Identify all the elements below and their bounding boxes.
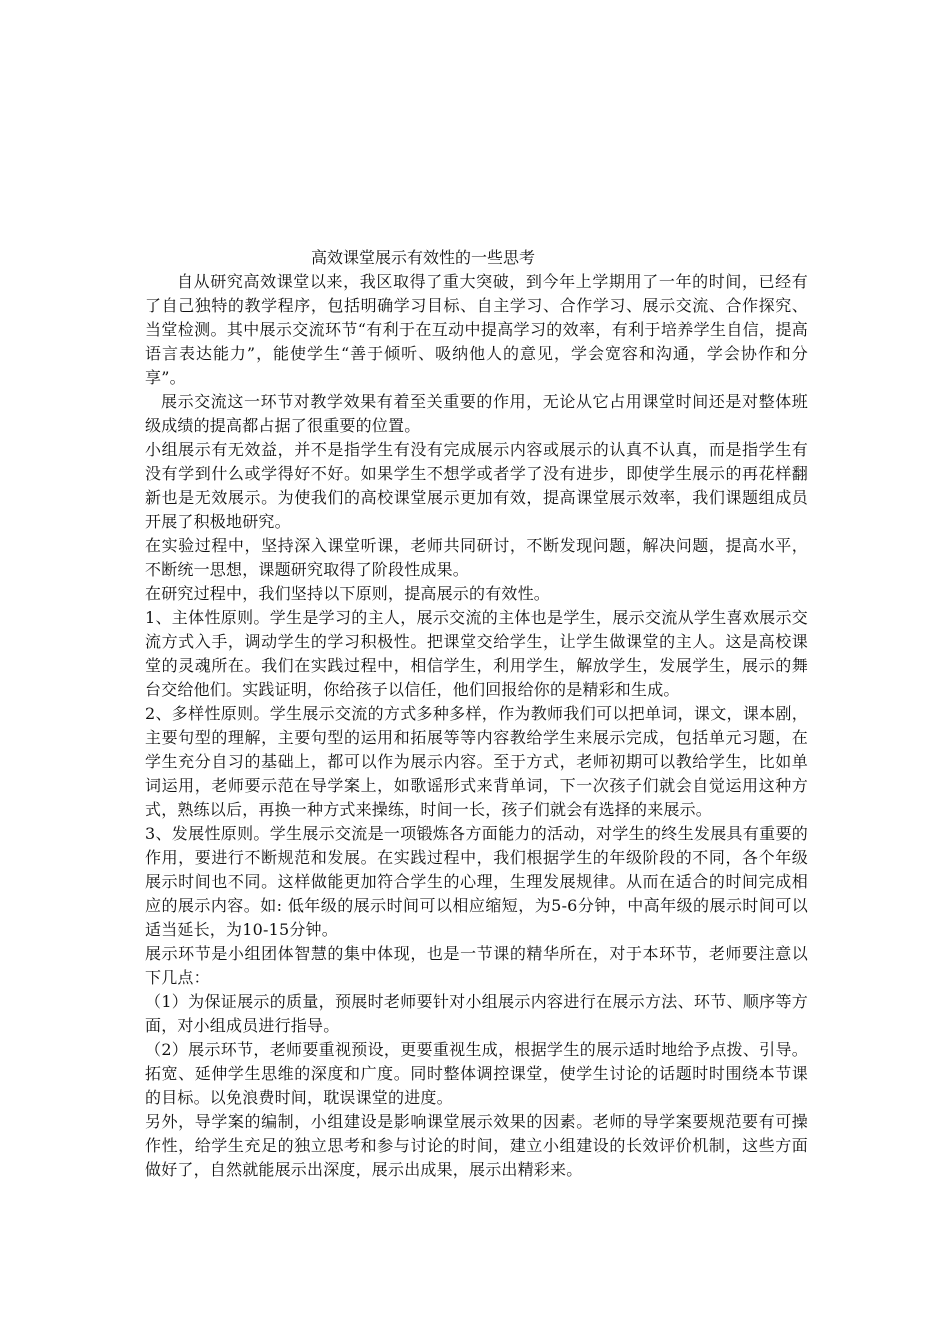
paragraph-experiment: 在实验过程中，坚持深入课堂听课，老师共同研讨，不断发现问题，解决问题，提高水平，不断统一思想，课题研究取得了阶段性成果。 [145,536,808,579]
paragraph-notes-intro: 展示环节是小组团体智慧的集中体现，也是一节课的精华所在，对于本环节，老师要注意以下几点： [145,944,808,987]
paragraph-principle-development: 3、发展性原则。学生展示交流是一项锻炼各方面能力的活动，对学生的终生发展具有重要的作用，要进行不断规范和发展。在实践过程中，我们根据学生的年级阶段的不同，各个年级展示时间也不同。这样做能更加符合学生的心理，生理发展规律。从而在适合的时间完成相应的展示内容。如: 低年级的展示时间可以相应缩短，为5-6分钟，中高年级的展示时间可以适当延长，为10-15分钟。 [145,824,808,939]
paragraph-principles-intro: 在研究过程中，我们坚持以下原则，提高展示的有效性。 [145,584,551,603]
paragraph-note-1: （1）为保证展示的质量，预展时老师要针对小组展示内容进行在展示方法、环节、顺序等方面，对小组成员进行指导。 [145,992,808,1035]
paragraph-note-2: （2）展示环节，老师要重视预设，更要重视生成，根据学生的展示适时地给予点拨、引导。拓宽、延伸学生思维的深度和广度。同时整体调控课堂，使学生讨论的话题时时围绕本节课的目标。以免浪费时间，耽误课堂的进度。 [145,1040,808,1107]
paragraph-principle-diversity: 2、多样性原则。学生展示交流的方式多种多样，作为教师我们可以把单词，课文，课本剧，主要句型的理解，主要句型的运用和拓展等等内容教给学生来展示完成，包括单元习题，在学生充分自习的基础上，都可以作为展示内容。至于方式，老师初期可以教给学生，比如单词运用，老师要示范在导学案上，如歌谣形式来背单词，下一次孩子们就会自觉运用这种方式，熟练以后，再换一种方式来操练，时间一长，孩子们就会有选择的来展示。 [145,704,808,819]
paragraph-effectiveness: 小组展示有无效益，并不是指学生有没有完成展示内容或展示的认真不认真，而是指学生有没有学到什么或学得好不好。如果学生不想学或者学了没有进步，即使学生展示的再花样翻新也是无效展示。为使我们的高校课堂展示更加有效，提高课堂展示效率，我们课题组成员开展了积极地研究。 [145,440,808,531]
paragraph-conclusion: 另外，导学案的编制，小组建设是影响课堂展示效果的因素。老师的导学案要规范要有可操作性，给学生充足的独立思考和参与讨论的时间，建立小组建设的长效评价机制，这些方面做好了，自然就能展示出深度，展示出成果，展示出精彩来。 [145,1112,808,1179]
paragraph-intro: 自从研究高效课堂以来，我区取得了重大突破，到今年上学期用了一年的时间，已经有了自己独特的教学程序，包括明确学习目标、自主学习、合作学习、展示交流、合作探究、当堂检测。其中展示交流环节“有利于在互动中提高学习的效率，有利于培养学生自信，提高语言表达能力”，能使学生“善于倾听、吸纳他人的意见，学会宽容和沟通，学会协作和分享”。 [145,272,808,387]
paragraph-importance: 展示交流这一环节对教学效果有着至关重要的作用，无论从它占用课堂时间还是对整体班级成绩的提高都占据了很重要的位置。 [145,392,808,435]
document-body [145,246,808,1182]
document-title: 高效课堂展示有效性的一些思考 [311,248,536,267]
paragraph-principle-subjectivity: 1、主体性原则。学生是学习的主人，展示交流的主体也是学生，展示交流从学生喜欢展示交流方式入手，调动学生的学习积极性。把课堂交给学生，让学生做课堂的主人。这是高校课堂的灵魂所在。我们在实践过程中，相信学生，利用学生，解放学生，发展学生，展示的舞台交给他们。实践证明，你给孩子以信任，他们回报给你的是精彩和生成。 [145,608,808,699]
